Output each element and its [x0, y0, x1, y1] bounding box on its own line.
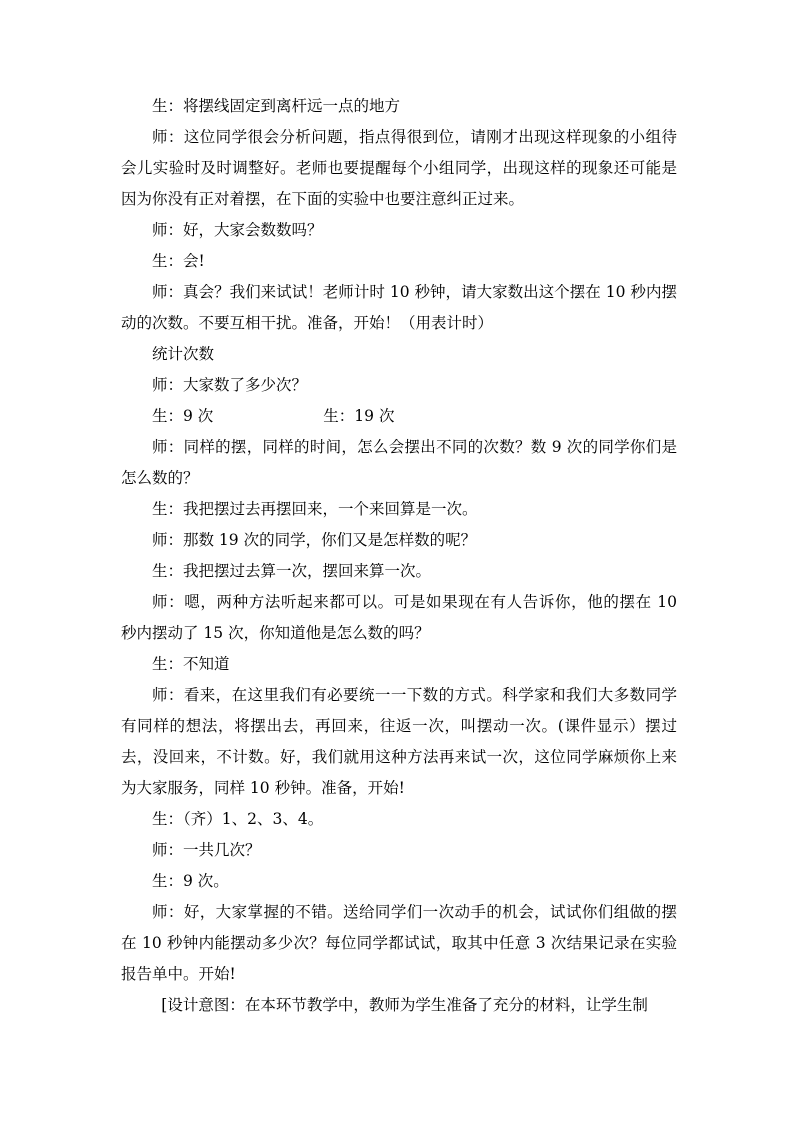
paragraph: 生：9 次。: [152, 872, 229, 890]
document-body: [121, 91, 677, 1021]
paragraph: 师：这位同学很会分析问题，指点得很到位，请刚才出现这样现象的小组待会儿实验时及时调整好。老师也要提醒每个小组同学，出现这样的现象还可能是因为你没有正对着摆，在下面的实验中也要注意纠正过来。: [121, 128, 677, 208]
paragraph: 生：将摆线固定到离杆远一点的地方: [152, 97, 401, 115]
paragraph: 师：嗯，两种方法听起来都可以。可是如果现在有人告诉你，他的摆在 10 秒内摆动了 15 次，你知道他是怎么数的吗？: [121, 593, 677, 642]
paragraph: 统计次数: [152, 345, 215, 363]
paragraph: 师：那数 19 次的同学，你们又是怎样数的呢？: [152, 531, 477, 549]
paragraph: 生：不知道: [152, 655, 230, 673]
paragraph: 生：会!: [152, 252, 205, 270]
paragraph: 生：我把摆过去算一次，摆回来算一次。: [152, 562, 432, 580]
paragraph: 生：我把摆过去再摆回来，一个来回算是一次。: [152, 500, 478, 518]
answer-second: 生：19 次: [323, 407, 395, 425]
paragraph: 师：大家数了多少次？: [152, 376, 308, 394]
paragraph: 师：同样的摆，同样的时间，怎么会摆出不同的次数？数 9 次的同学你们是怎么数的？: [121, 438, 677, 487]
paragraph: 生：（齐）1、2、3、4。: [152, 810, 324, 828]
paragraph: 师：真会？我们来试试！老师计时 10 秒钟，请大家数出这个摆在 10 秒内摆动的次数。不要互相干扰。准备，开始！（用表计时）: [121, 283, 677, 332]
paragraph: 师：一共几次？: [152, 841, 261, 859]
paragraph: 师：好，大家会数数吗？: [152, 221, 323, 239]
design-note: [设计意图：在本环节教学中，教师为学生准备了充分的材料，让学生制: [161, 996, 648, 1014]
answers-line: [121, 401, 677, 432]
paragraph: 师：好，大家掌握的不错。送给同学们一次动手的机会，试试你们组做的摆在 10 秒钟内能摆动多少次？每位同学都试试，取其中任意 3 次结果记录在实验报告单中。开始!: [121, 903, 677, 983]
answer-first: 生：9 次: [152, 407, 214, 425]
paragraph: 师：看来，在这里我们有必要统一一下数的方式。科学家和我们大多数同学有同样的想法，将摆出去，再回来，往返一次，叫摆动一次。(课件显示）摆过去，没回来，不计数。好，我们就用这种方法再来试一次，这位同学麻烦你上来为大家服务，同样 10 秒钟。准备，开始!: [121, 686, 677, 797]
